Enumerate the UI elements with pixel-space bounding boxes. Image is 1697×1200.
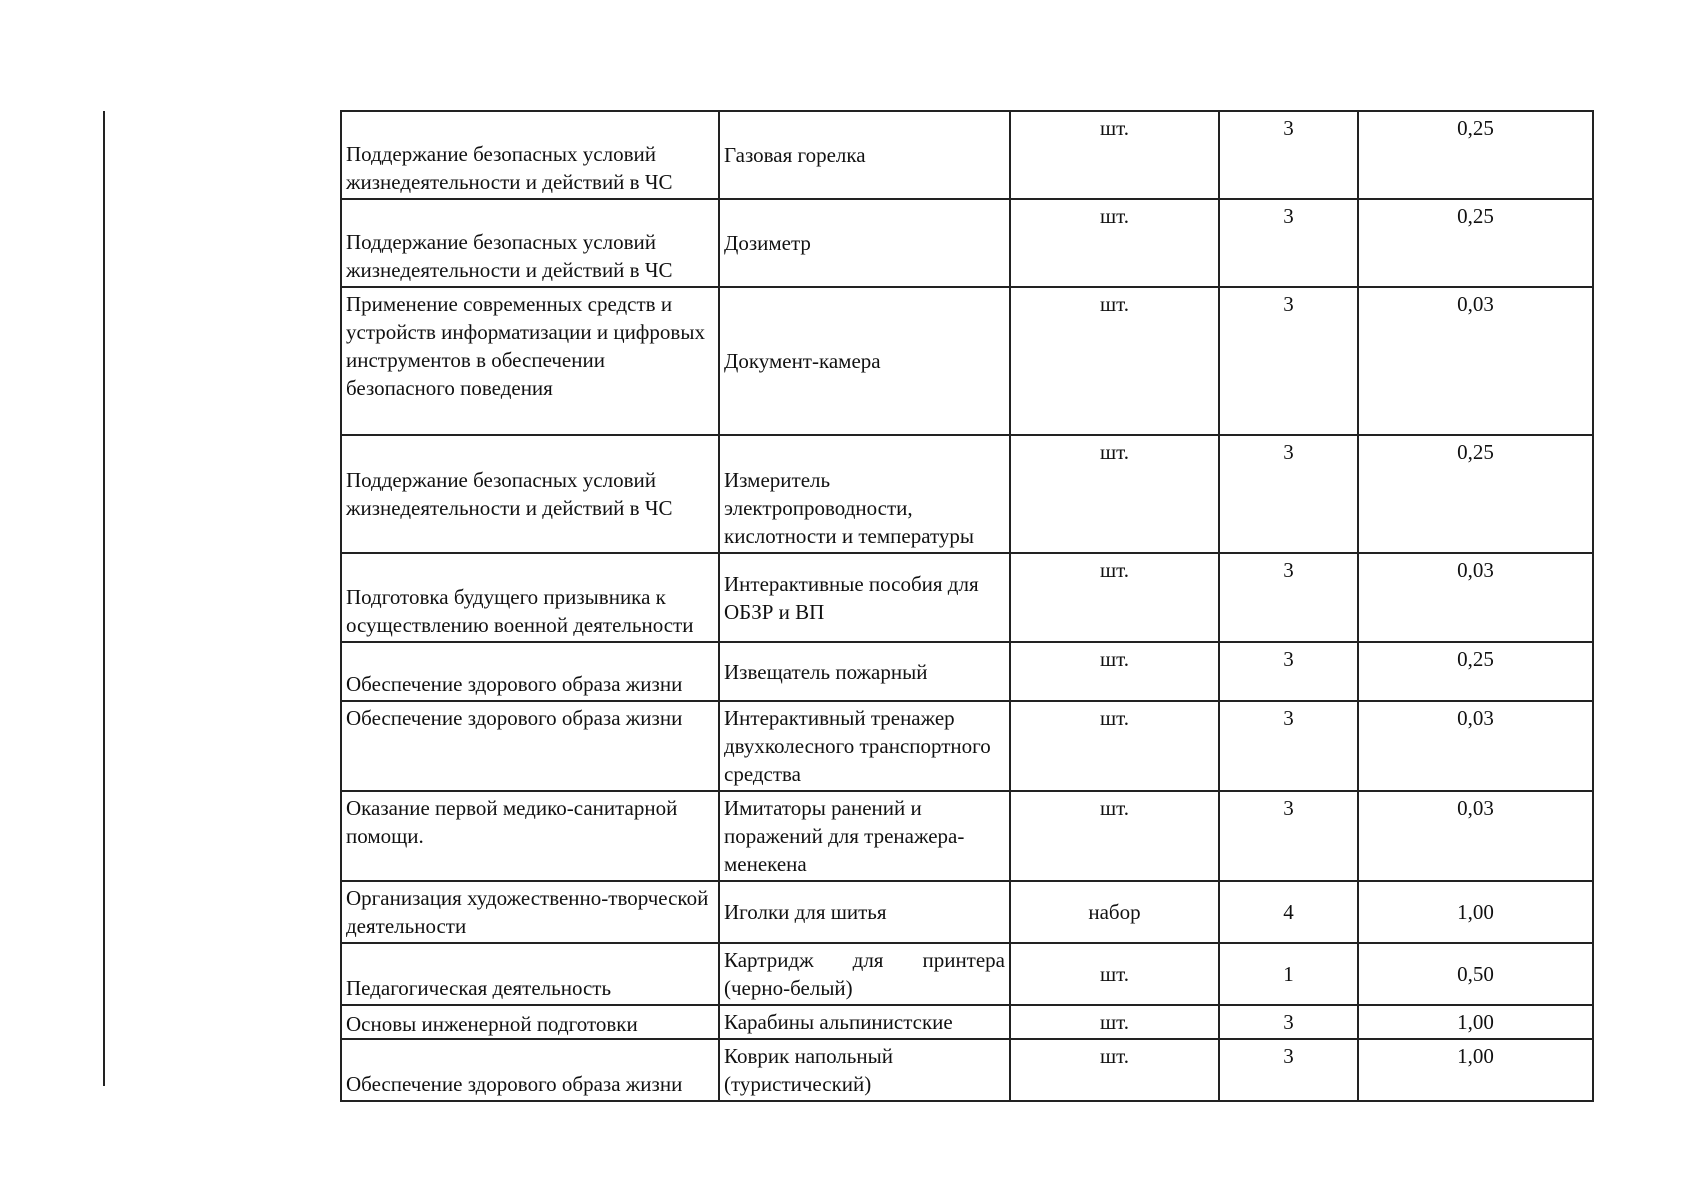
item-cell: Иголки для шитья	[719, 881, 1010, 943]
section-cell: Применение современных средств и устройств информатизации и цифровых инструментов в обеспечении безопасного поведения	[341, 287, 719, 435]
unit-cell: шт.	[1010, 1039, 1219, 1101]
value-cell: 0,25	[1358, 111, 1593, 199]
section-cell: Подготовка будущего призывника к осуществлению военной деятельности	[341, 553, 719, 642]
item-cell: Картридж для принтера (черно-белый)	[719, 943, 1010, 1005]
item-cell: Измеритель электропроводности, кислотности и температуры	[719, 435, 1010, 553]
section-cell: Оказание первой медико-санитарной помощи.	[341, 791, 719, 881]
unit-cell: шт.	[1010, 199, 1219, 287]
value-cell: 0,03	[1358, 553, 1593, 642]
section-cell: Обеспечение здорового образа жизни	[341, 701, 719, 791]
item-cell: Имитаторы ранений и поражений для тренажера-менекена	[719, 791, 1010, 881]
item-cell: Коврик напольный (туристический)	[719, 1039, 1010, 1101]
item-cell: Газовая горелка	[719, 111, 1010, 199]
table-row	[341, 435, 1593, 553]
value-cell: 0,03	[1358, 287, 1593, 435]
unit-cell: шт.	[1010, 1005, 1219, 1039]
value-cell: 1,00	[1358, 881, 1593, 943]
unit-cell: шт.	[1010, 943, 1219, 1005]
quantity-cell: 3	[1219, 199, 1358, 287]
table-row	[341, 1039, 1593, 1101]
left-margin-line	[103, 111, 105, 1086]
value-cell: 0,03	[1358, 791, 1593, 881]
value-cell: 1,00	[1358, 1039, 1593, 1101]
quantity-cell: 3	[1219, 435, 1358, 553]
quantity-cell: 1	[1219, 943, 1358, 1005]
value-cell: 0,25	[1358, 435, 1593, 553]
table-row	[341, 701, 1593, 791]
section-cell: Обеспечение здорового образа жизни	[341, 642, 719, 701]
section-cell: Организация художественно-творческой деятельности	[341, 881, 719, 943]
quantity-cell: 3	[1219, 642, 1358, 701]
table-row	[341, 553, 1593, 642]
unit-cell: набор	[1010, 881, 1219, 943]
value-cell: 0,03	[1358, 701, 1593, 791]
equipment-table	[340, 110, 1594, 1102]
item-cell: Извещатель пожарный	[719, 642, 1010, 701]
item-cell: Интерактивный тренажер двухколесного транспортного средства	[719, 701, 1010, 791]
item-cell: Карабины альпинистские	[719, 1005, 1010, 1039]
unit-cell: шт.	[1010, 791, 1219, 881]
table-row	[341, 199, 1593, 287]
quantity-cell: 3	[1219, 111, 1358, 199]
item-cell: Интерактивные пособия для ОБЗР и ВП	[719, 553, 1010, 642]
unit-cell: шт.	[1010, 701, 1219, 791]
table-row	[341, 791, 1593, 881]
section-cell: Педагогическая деятельность	[341, 943, 719, 1005]
unit-cell: шт.	[1010, 287, 1219, 435]
section-cell: Основы инженерной подготовки	[341, 1005, 719, 1039]
table-row	[341, 287, 1593, 435]
table-row	[341, 111, 1593, 199]
quantity-cell: 3	[1219, 287, 1358, 435]
unit-cell: шт.	[1010, 553, 1219, 642]
quantity-cell: 3	[1219, 553, 1358, 642]
value-cell: 0,25	[1358, 642, 1593, 701]
quantity-cell: 3	[1219, 791, 1358, 881]
table-row	[341, 642, 1593, 701]
table-row	[341, 1005, 1593, 1039]
section-cell: Поддержание безопасных условий жизнедеятельности и действий в ЧС	[341, 199, 719, 287]
unit-cell: шт.	[1010, 111, 1219, 199]
table-row	[341, 881, 1593, 943]
quantity-cell: 3	[1219, 701, 1358, 791]
item-cell: Дозиметр	[719, 199, 1010, 287]
item-cell: Документ-камера	[719, 287, 1010, 435]
quantity-cell: 3	[1219, 1005, 1358, 1039]
quantity-cell: 4	[1219, 881, 1358, 943]
unit-cell: шт.	[1010, 642, 1219, 701]
section-cell: Поддержание безопасных условий жизнедеятельности и действий в ЧС	[341, 111, 719, 199]
quantity-cell: 3	[1219, 1039, 1358, 1101]
unit-cell: шт.	[1010, 435, 1219, 553]
section-cell: Обеспечение здорового образа жизни	[341, 1039, 719, 1101]
value-cell: 0,50	[1358, 943, 1593, 1005]
value-cell: 0,25	[1358, 199, 1593, 287]
section-cell: Поддержание безопасных условий жизнедеятельности и действий в ЧС	[341, 435, 719, 553]
value-cell: 1,00	[1358, 1005, 1593, 1039]
table-row	[341, 943, 1593, 1005]
